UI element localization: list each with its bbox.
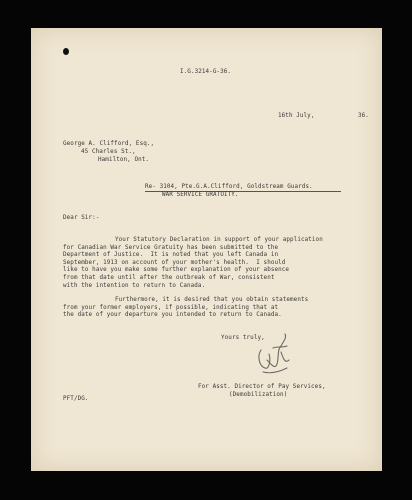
paragraph-1-line: like to have you make some further explanation of your absence xyxy=(63,267,290,274)
paragraph-1-line: Your Statutory Declaration in support of your application xyxy=(115,237,323,243)
punch-hole xyxy=(63,48,69,55)
paragraph-1-line: for Canadian War Service Gratuity has been submitted to the xyxy=(63,244,279,251)
paragraph-2 xyxy=(63,297,363,320)
subject-gratuity: WAR SERVICE GRATUITY. xyxy=(162,192,239,198)
addressee-street: 45 Charles St., xyxy=(81,149,136,155)
letter-year: 36. xyxy=(358,113,369,119)
salutation: Dear Sir:- xyxy=(63,215,100,221)
addressee-city: Hamilton, Ont. xyxy=(98,157,150,163)
paragraph-1 xyxy=(63,237,363,290)
paragraph-1-line: with the intention to return to Canada. xyxy=(63,282,206,289)
paragraph-1-line: from that date until after the outbreak of War, consistent xyxy=(63,274,275,281)
subject-line: Re- 3104, Pte.G.A.Clifford, Goldstream Guards. xyxy=(145,184,313,190)
paragraph-2-line: the date of your departure you intended to return to Canada. xyxy=(63,312,282,319)
handwritten-signature xyxy=(253,330,295,378)
letter-date: 16th July, xyxy=(278,113,315,119)
paragraph-1-line: September, 1913 on account of your mother's health. I should xyxy=(63,259,286,266)
signatory-department: (Demobilization) xyxy=(229,392,288,398)
paragraph-2-line: from your former employers, if possible, indicating that at xyxy=(63,304,279,311)
addressee-name: George A. Clifford, Esq., xyxy=(63,141,155,147)
paragraph-1-line: Department of Justice. It is noted that you left Canada in xyxy=(63,252,279,259)
paragraph-2-line: Furthermore, it is desired that you obtain statements xyxy=(115,297,309,303)
closing: Yours truly, xyxy=(221,335,265,341)
signatory-title: For Asst. Director of Pay Services, xyxy=(198,384,326,390)
typist-initials: PFT/DG. xyxy=(63,396,89,402)
file-reference: I.G.3214-G-36. xyxy=(180,69,232,75)
